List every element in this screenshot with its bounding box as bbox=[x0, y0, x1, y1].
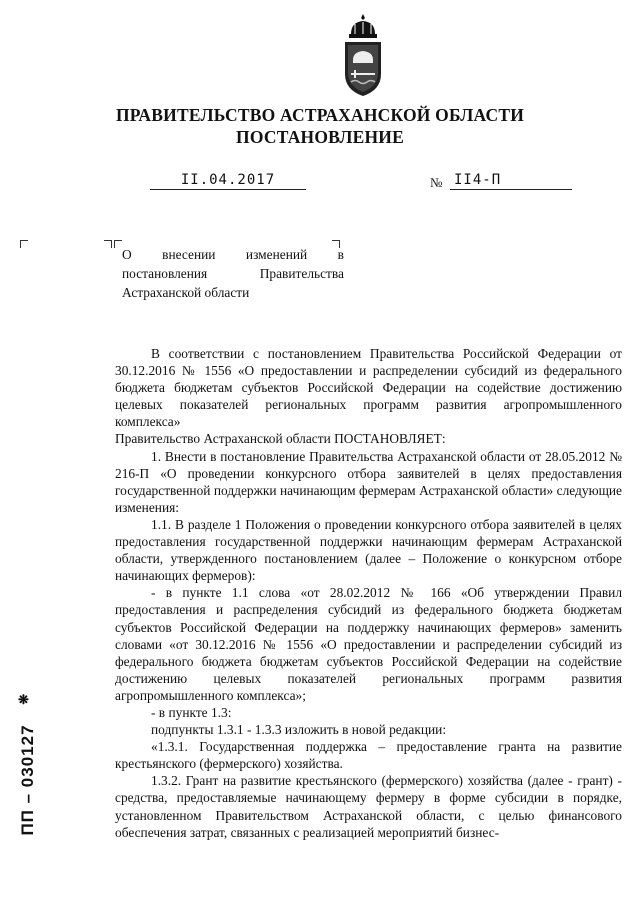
corner-mark bbox=[114, 240, 122, 248]
document-number: II4-П bbox=[450, 172, 572, 190]
paragraph: «1.3.1. Государственная поддержка – предоставление гранта на развитие крестьянского (фермерского) хозяйства. bbox=[115, 739, 622, 772]
document-date: II.04.2017 bbox=[150, 172, 306, 190]
margin-code-text: ПП – 030127 bbox=[18, 724, 37, 836]
corner-mark bbox=[104, 240, 112, 248]
paragraph: В соответствии с постановлением Правительства Российской Федерации от 30.12.2016 № 1556 «О предоставлении и распределении субсидий из федерального бюджета бюджетам субъектов Российской Федерации на содействие достижению целевых показателей региональных программ развития агропромышленного комплекса» bbox=[115, 346, 622, 430]
paragraph: подпункты 1.3.1 - 1.3.3 изложить в новой редакции: bbox=[151, 722, 447, 738]
organization-title bbox=[0, 104, 640, 148]
margin-code bbox=[18, 700, 38, 860]
paragraph: - в пункте 1.3: bbox=[151, 704, 232, 720]
doc-type: ПОСТАНОВЛЕНИЕ bbox=[236, 127, 404, 147]
number-sign: № bbox=[430, 175, 443, 190]
org-name: ПРАВИТЕЛЬСТВО АСТРАХАНСКОЙ ОБЛАСТИ bbox=[115, 105, 525, 125]
margin-mark: ❋ bbox=[18, 692, 29, 707]
subject-heading: О внесении изменений в постановления Правительства Астраханской области bbox=[122, 247, 344, 300]
document-body bbox=[115, 345, 622, 841]
paragraph: 1.3.2. Грант на развитие крестьянского (фермерского) хозяйства (далее - грант) - средства, предоставляемые начинающему фермеру в форме субсидии в порядке, установленном Правительством Астраханской области, с целью финансового обеспечения затрат, связанных с реализацией мероприятий бизнес- bbox=[115, 773, 622, 840]
paragraph: 1. Внести в постановление Правительства Астраханской области от 28.05.2012 № 216-П «О проведении конкурсного отбора заявителей в целях предоставления государственной поддержки начинающим фермерам Астраханской области» следующие изменения: bbox=[115, 448, 622, 515]
paragraph: Правительство Астраханской области ПОСТАНОВЛЯЕТ: bbox=[115, 431, 446, 447]
paragraph: 1.1. В разделе 1 Положения о проведении конкурсного отбора заявителей в целях предоставления государственной поддержки начинающим фермерам Астраханской области, утвержденного постановлением (далее – Положение о конкурсном отборе начинающих фермеров): bbox=[115, 516, 622, 584]
corner-mark bbox=[20, 240, 28, 248]
coat-of-arms-icon bbox=[337, 12, 389, 98]
paragraph: - в пункте 1.1 слова «от 28.02.2012 № 166 «Об утверждении Правил предоставления и распределения субсидий из федерального бюджета бюджетам субъектов Российской Федерации на поддержку начинающих фермеров» заменить словами «от 30.12.2016 № 1556 «О предоставлении и распределении субсидий из федерального бюджета бюджетам субъектов Российской Федерации на содействие достижению целевых показателей региональных программ развития агропромышленного комплекса»; bbox=[115, 585, 622, 703]
